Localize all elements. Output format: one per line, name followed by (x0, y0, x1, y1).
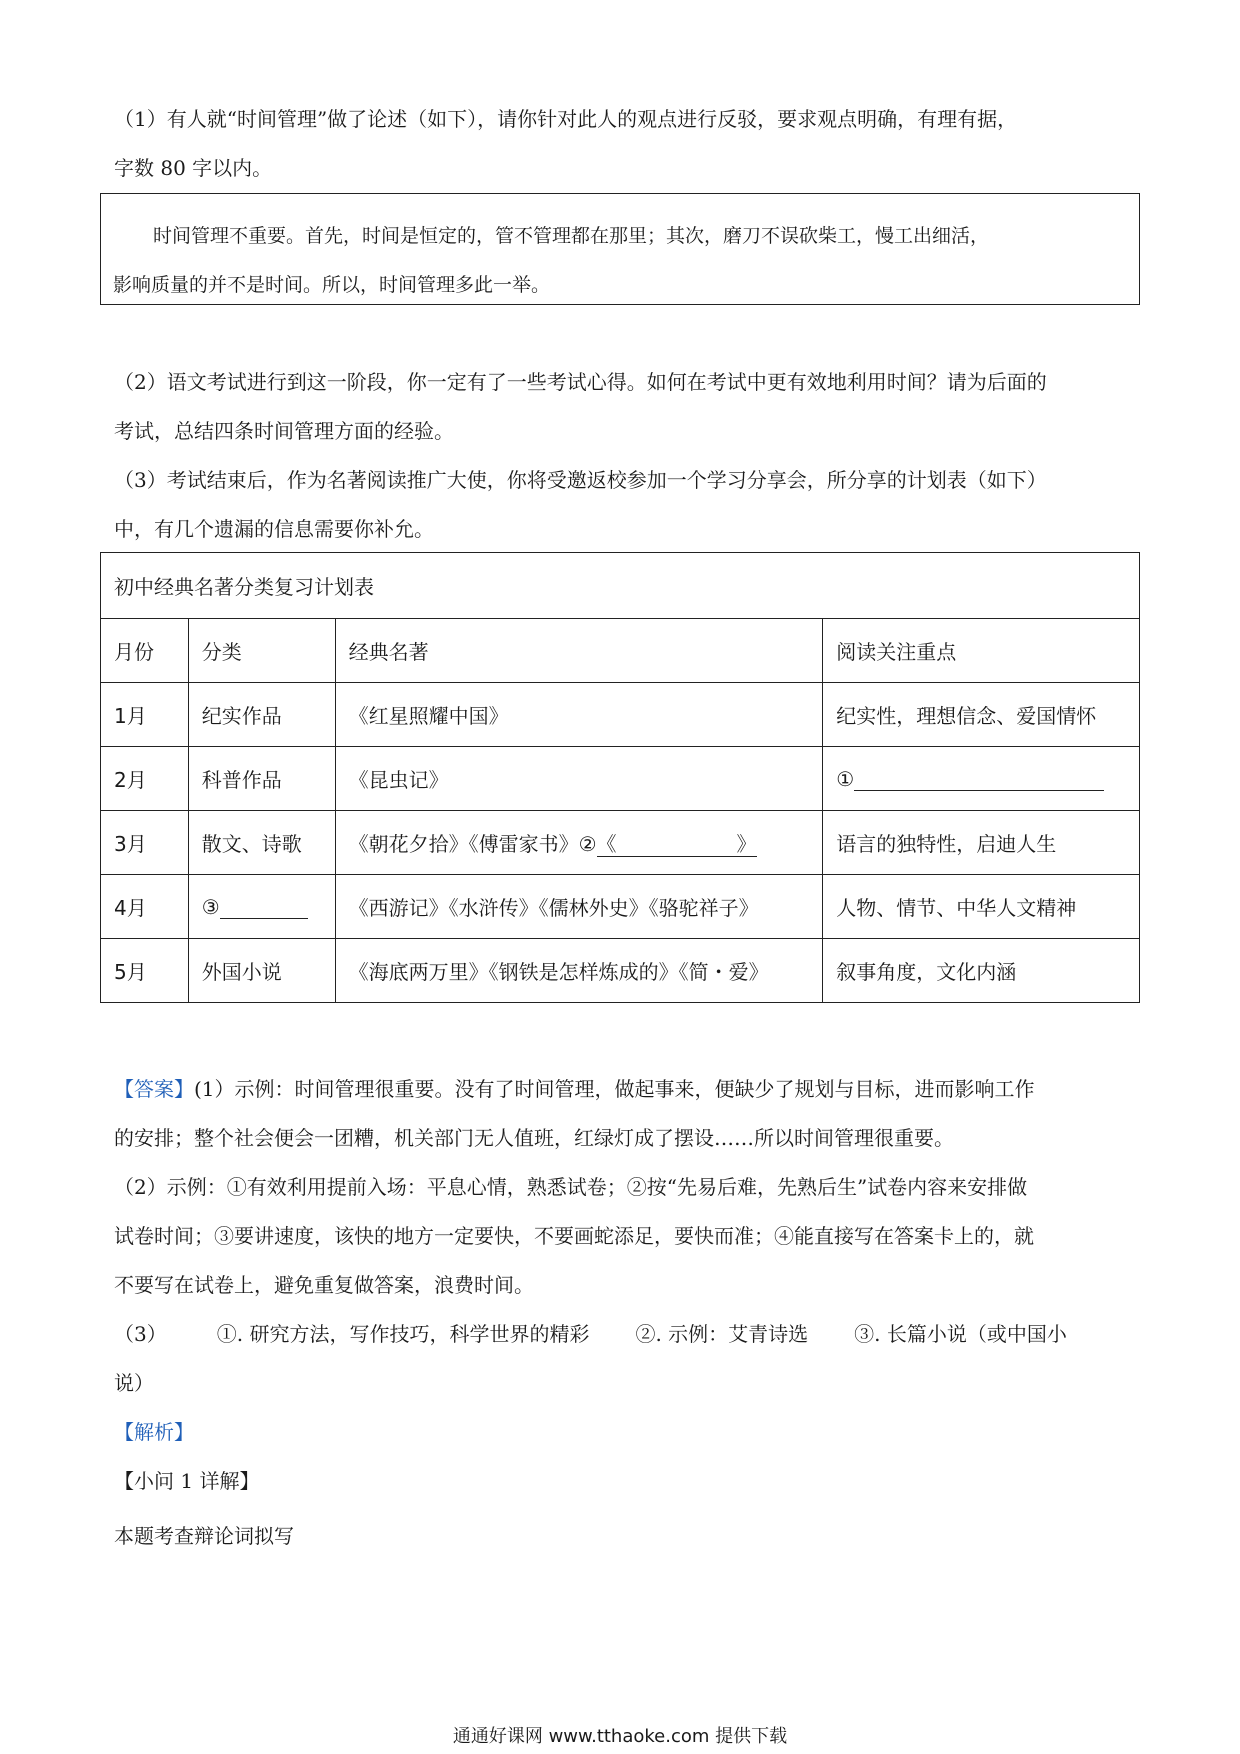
analysis-text: 本题考查辩论词拟写 (114, 1524, 294, 1548)
question-1-line-2: 字数 80 字以内。 (114, 156, 273, 180)
row-focus: 语言的独特性，启迪人生 (823, 811, 1140, 875)
row-books: 《红星照耀中国》 (335, 683, 823, 747)
answer-3-part-1: ①. 研究方法，写作技巧，科学世界的精彩 (216, 1322, 590, 1346)
row-books (335, 811, 823, 875)
row-category (188, 875, 335, 939)
page-footer: 通通好课网 www.tthaoke.com 提供下载 (452, 1726, 788, 1747)
answer-2-line-3: 不要写在试卷上，避免重复做答案，浪费时间。 (114, 1273, 534, 1297)
row-focus (823, 747, 1140, 811)
row-books-text: 《朝花夕拾》《傅雷家书》② (348, 832, 597, 856)
row-month: 4月 (101, 875, 189, 939)
answer-3-line-2: 说） (114, 1371, 154, 1395)
answer-1-line-2: 的安排；整个社会便会一团糟，机关部门无人值班，红绿灯成了摆设……所以时间管理很重要。 (114, 1126, 954, 1150)
answer-2-line-2: 试卷时间；③要讲速度，该快的地方一定要快，不要画蛇添足，要快而准；④能直接写在答案卡上的，就 (114, 1224, 1034, 1248)
row-month: 1月 (101, 683, 189, 747)
question-2-line-1: （2）语文考试进行到这一阶段，你一定有了一些考试心得。如何在考试中更有效地利用时间？请为后面的 (114, 370, 1047, 394)
table-header-row (101, 619, 1140, 683)
answer-3-part-2: ②. 示例：艾青诗选 (635, 1322, 809, 1346)
blank-1-line (854, 770, 1104, 791)
table-row (101, 875, 1140, 939)
table-row (101, 683, 1140, 747)
analysis-label: 【解析】 (114, 1420, 194, 1444)
table-row (101, 811, 1140, 875)
row-books: 《昆虫记》 (335, 747, 823, 811)
table-row (101, 939, 1140, 1003)
question-2-line-2: 考试，总结四条时间管理方面的经验。 (114, 419, 454, 443)
answer-1-line-1: 【答案】(1）示例：时间管理很重要。没有了时间管理，做起事来，便缺少了规划与目标，进而影响工作 (114, 1077, 1035, 1101)
blank-1-marker: ① (836, 766, 855, 791)
blank-2-line (597, 832, 757, 857)
blank-2-close-bracket: 》 (736, 832, 757, 856)
header-focus: 阅读关注重点 (823, 619, 1140, 683)
row-focus: 纪实性，理想信念、爱国情怀 (823, 683, 1140, 747)
blank-3-marker: ③ (201, 894, 220, 919)
row-category: 科普作品 (188, 747, 335, 811)
table-row (101, 747, 1140, 811)
row-month: 5月 (101, 939, 189, 1003)
answer-3-part-3: ③. 长篇小说（或中国小 (854, 1322, 1067, 1346)
quoted-argument-line-2: 影响质量的并不是时间。所以，时间管理多此一举。 (113, 274, 551, 296)
review-plan-table (100, 552, 1140, 1003)
quoted-argument-box (100, 193, 1140, 305)
answer-3-line-1: （3） ①. 研究方法，写作技巧，科学世界的精彩 ②. 示例：艾青诗选 ③. 长篇小说（或中国小 (114, 1322, 1067, 1346)
header-month: 月份 (101, 619, 189, 683)
row-category: 外国小说 (188, 939, 335, 1003)
question-3-line-1: （3）考试结束后，作为名著阅读推广大使，你将受邀返校参加一个学习分享会，所分享的计划表（如下） (114, 468, 1047, 492)
answer-label: 【答案】 (114, 1077, 194, 1101)
table-title: 初中经典名著分类复习计划表 (101, 553, 1140, 619)
row-month: 2月 (101, 747, 189, 811)
row-category: 散文、诗歌 (188, 811, 335, 875)
question-1-line-1: （1）有人就“时间管理”做了论述（如下），请你针对此人的观点进行反驳，要求观点明确，有理有据， (114, 107, 1018, 131)
answer-2-line-1: （2）示例：①有效利用提前入场：平息心情，熟悉试卷；②按“先易后难，先熟后生”试卷内容来安排做 (114, 1175, 1028, 1199)
header-category: 分类 (188, 619, 335, 683)
row-books: 《西游记》《水浒传》《儒林外史》《骆驼祥子》 (335, 875, 823, 939)
row-month: 3月 (101, 811, 189, 875)
table-title-row (101, 553, 1140, 619)
row-category: 纪实作品 (188, 683, 335, 747)
quoted-argument-line-1: 时间管理不重要。首先，时间是恒定的，管不管理都在那里；其次，磨刀不误砍柴工，慢工出细活， (153, 225, 990, 247)
question-3-line-2: 中，有几个遗漏的信息需要你补允。 (114, 517, 434, 541)
row-focus: 叙事角度，文化内涵 (823, 939, 1140, 1003)
analysis-sub-label: 【小问 1 详解】 (114, 1469, 260, 1493)
header-books: 经典名著 (335, 619, 823, 683)
blank-2-open-bracket: 《 (596, 832, 617, 856)
row-focus: 人物、情节、中华人文精神 (823, 875, 1140, 939)
row-books: 《海底两万里》《钢铁是怎样炼成的》《简・爱》 (335, 939, 823, 1003)
blank-3-line (220, 898, 308, 919)
